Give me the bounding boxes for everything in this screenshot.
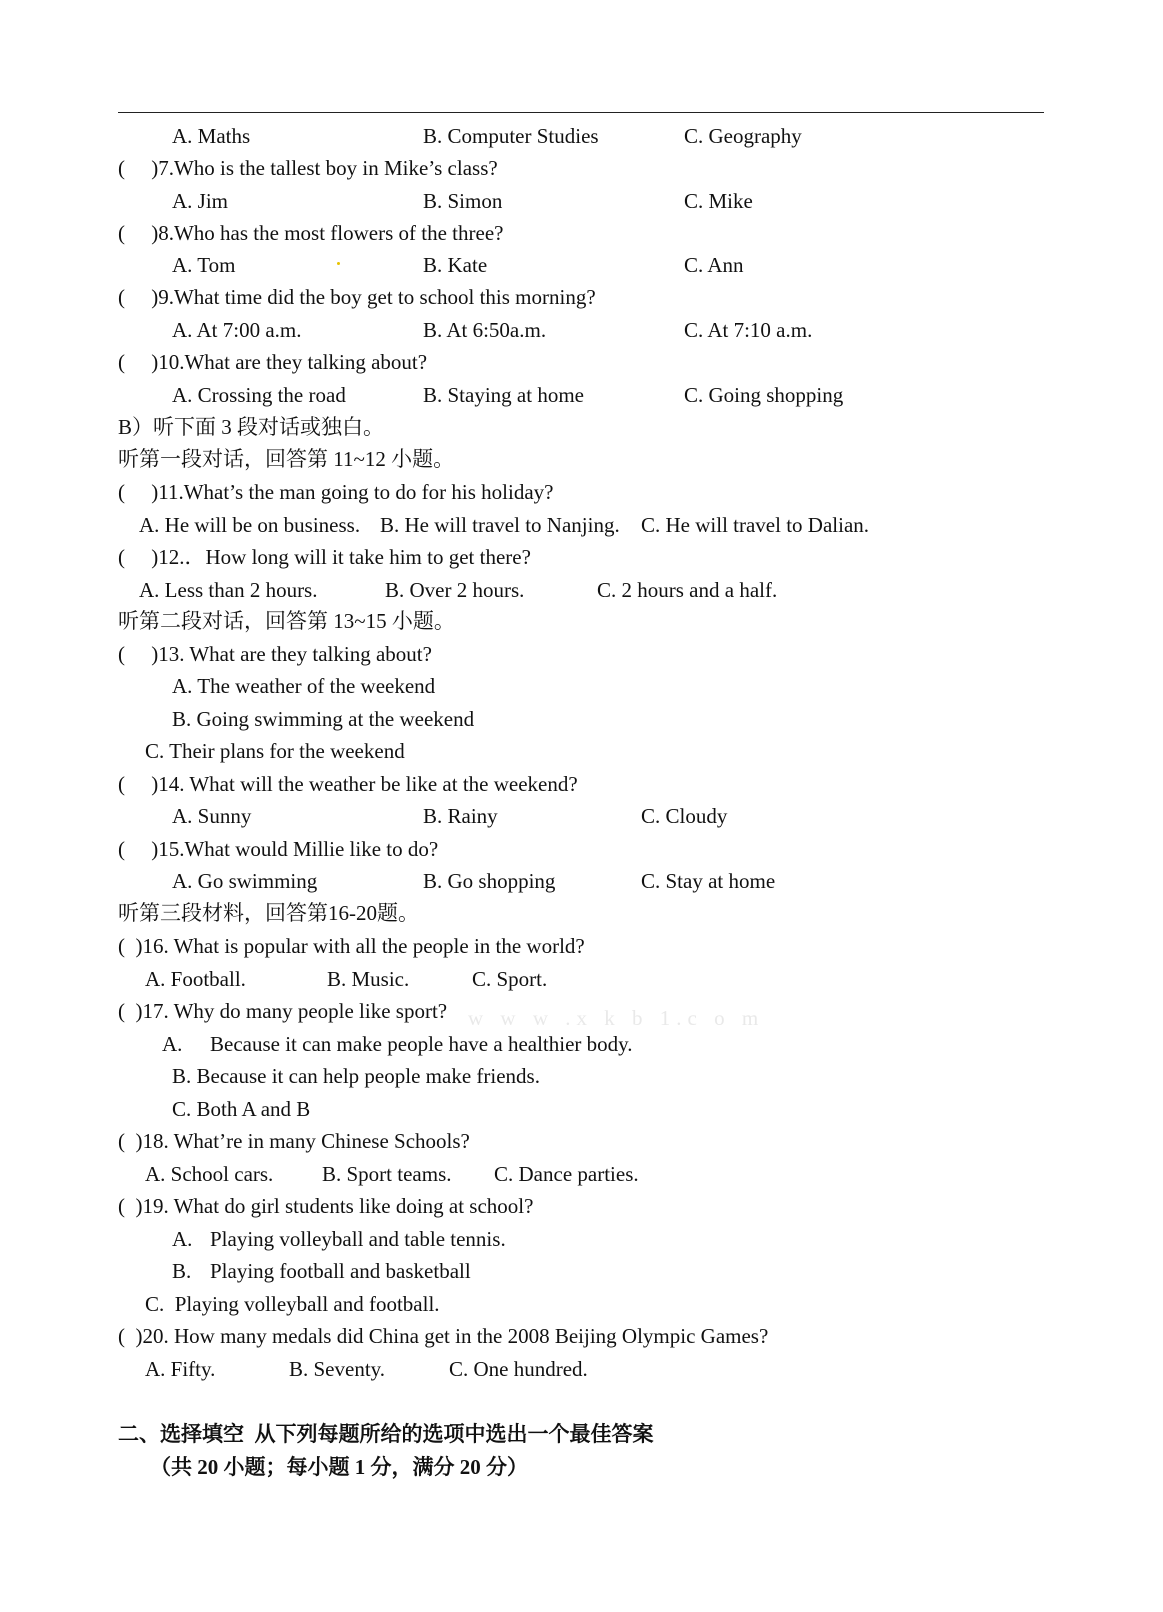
q13-option-c: C. Their plans for the weekend bbox=[145, 739, 405, 763]
q14-option-c: C. Cloudy bbox=[641, 804, 728, 828]
q9-stem: ( )9.What time did the boy get to school this morning? bbox=[118, 285, 596, 309]
q14-option-a: A. Sunny bbox=[172, 804, 252, 828]
q17-option-b: B. Because it can help people make friends. bbox=[172, 1064, 540, 1088]
q20-option-c: C. One hundred. bbox=[449, 1357, 588, 1381]
q9-option-a: A. At 7:00 a.m. bbox=[172, 318, 302, 342]
q8-option-c: C. Ann bbox=[684, 253, 744, 277]
q19-option-a-label: A. bbox=[172, 1227, 193, 1251]
q19-option-b-label: B. bbox=[172, 1259, 192, 1283]
q18-option-a: A. School cars. bbox=[145, 1162, 274, 1186]
q11-option-c: C. He will travel to Dalian. bbox=[641, 513, 870, 537]
header-rule bbox=[118, 112, 1044, 113]
q15-option-a: A. Go swimming bbox=[172, 869, 318, 893]
q9-option-c: C. At 7:10 a.m. bbox=[684, 318, 813, 342]
section-2-subtitle: （共 20 小题；每小题 1 分，满分 20 分） bbox=[150, 1455, 528, 1479]
q10-option-c: C. Going shopping bbox=[684, 383, 844, 407]
q20-option-a: A. Fifty. bbox=[145, 1357, 216, 1381]
q19-option-c: C. Playing volleyball and football. bbox=[145, 1292, 440, 1316]
q20-stem: ( )20. How many medals did China get in the 2008 Beijing Olympic Games? bbox=[118, 1324, 769, 1348]
q16-option-a: A. Football. bbox=[145, 967, 246, 991]
q12-stem: ( )12.．How long will it take him to get there? bbox=[118, 545, 531, 569]
q11-stem: ( )11.What’s the man going to do for his holiday? bbox=[118, 480, 554, 504]
q8-stem: ( )8.Who has the most flowers of the three? bbox=[118, 221, 504, 245]
yellow-dot-mark bbox=[337, 262, 340, 265]
q7-option-c: C. Mike bbox=[684, 189, 753, 213]
q9-option-b: B. At 6:50a.m. bbox=[423, 318, 547, 342]
q8-option-a: A. Tom bbox=[172, 253, 236, 277]
q13-option-b: B. Going swimming at the weekend bbox=[172, 707, 475, 731]
section-2-title: 二、选择填空 从下列每题所给的选项中选出一个最佳答案 bbox=[118, 1422, 654, 1446]
q19-option-a: Playing volleyball and table tennis. bbox=[210, 1227, 506, 1251]
watermark-text: w w w .x k b 1.c o m bbox=[468, 1006, 765, 1030]
q14-stem: ( )14. What will the weather be like at the weekend? bbox=[118, 772, 578, 796]
q17-option-a-label: A. bbox=[162, 1032, 183, 1056]
q11-option-a: A. He will be on business. bbox=[139, 513, 361, 537]
q10-stem: ( )10.What are they talking about? bbox=[118, 350, 428, 374]
dialogue-3-heading: 听第三段材料，回答第16-20题。 bbox=[118, 901, 419, 925]
q15-stem: ( )15.What would Millie like to do? bbox=[118, 837, 439, 861]
q7-option-b: B. Simon bbox=[423, 189, 503, 213]
q20-option-b: B. Seventy. bbox=[289, 1357, 386, 1381]
q10-option-b: B. Staying at home bbox=[423, 383, 584, 407]
part-b-heading: B）听下面 3 段对话或独白。 bbox=[118, 415, 385, 439]
q12-option-a: A. Less than 2 hours. bbox=[139, 578, 318, 602]
q13-stem: ( )13. What are they talking about? bbox=[118, 642, 432, 666]
q12-option-b: B. Over 2 hours. bbox=[385, 578, 525, 602]
q13-option-a: A. The weather of the weekend bbox=[172, 674, 436, 698]
dialogue-2-heading: 听第二段对话，回答第 13~15 小题。 bbox=[118, 609, 455, 633]
q15-option-b: B. Go shopping bbox=[423, 869, 556, 893]
q8-option-b: B. Kate bbox=[423, 253, 488, 277]
q18-option-b: B. Sport teams. bbox=[322, 1162, 452, 1186]
q18-option-c: C. Dance parties. bbox=[494, 1162, 639, 1186]
q15-option-c: C. Stay at home bbox=[641, 869, 776, 893]
q17-stem: ( )17. Why do many people like sport? bbox=[118, 999, 448, 1023]
q7-stem: ( )7.Who is the tallest boy in Mike’s class? bbox=[118, 156, 498, 180]
q11-option-b: B. He will travel to Nanjing. bbox=[380, 513, 620, 537]
q10-option-a: A. Crossing the road bbox=[172, 383, 346, 407]
q6-option-c: C. Geography bbox=[684, 124, 802, 148]
q19-stem: ( )19. What do girl students like doing at school? bbox=[118, 1194, 534, 1218]
q6-option-b: B. Computer Studies bbox=[423, 124, 599, 148]
q14-option-b: B. Rainy bbox=[423, 804, 498, 828]
dialogue-1-heading: 听第一段对话，回答第 11~12 小题。 bbox=[118, 447, 455, 471]
q6-option-a: A. Maths bbox=[172, 124, 251, 148]
q17-option-c: C. Both A and B bbox=[172, 1097, 311, 1121]
q16-option-c: C. Sport. bbox=[472, 967, 548, 991]
q16-stem: ( )16. What is popular with all the people in the world? bbox=[118, 934, 585, 958]
q12-option-c: C. 2 hours and a half. bbox=[597, 578, 778, 602]
q17-option-a: Because it can make people have a healthier body. bbox=[210, 1032, 633, 1056]
q19-option-b: Playing football and basketball bbox=[210, 1259, 471, 1283]
q7-option-a: A. Jim bbox=[172, 189, 229, 213]
q16-option-b: B. Music. bbox=[327, 967, 410, 991]
q18-stem: ( )18. What’re in many Chinese Schools? bbox=[118, 1129, 470, 1153]
